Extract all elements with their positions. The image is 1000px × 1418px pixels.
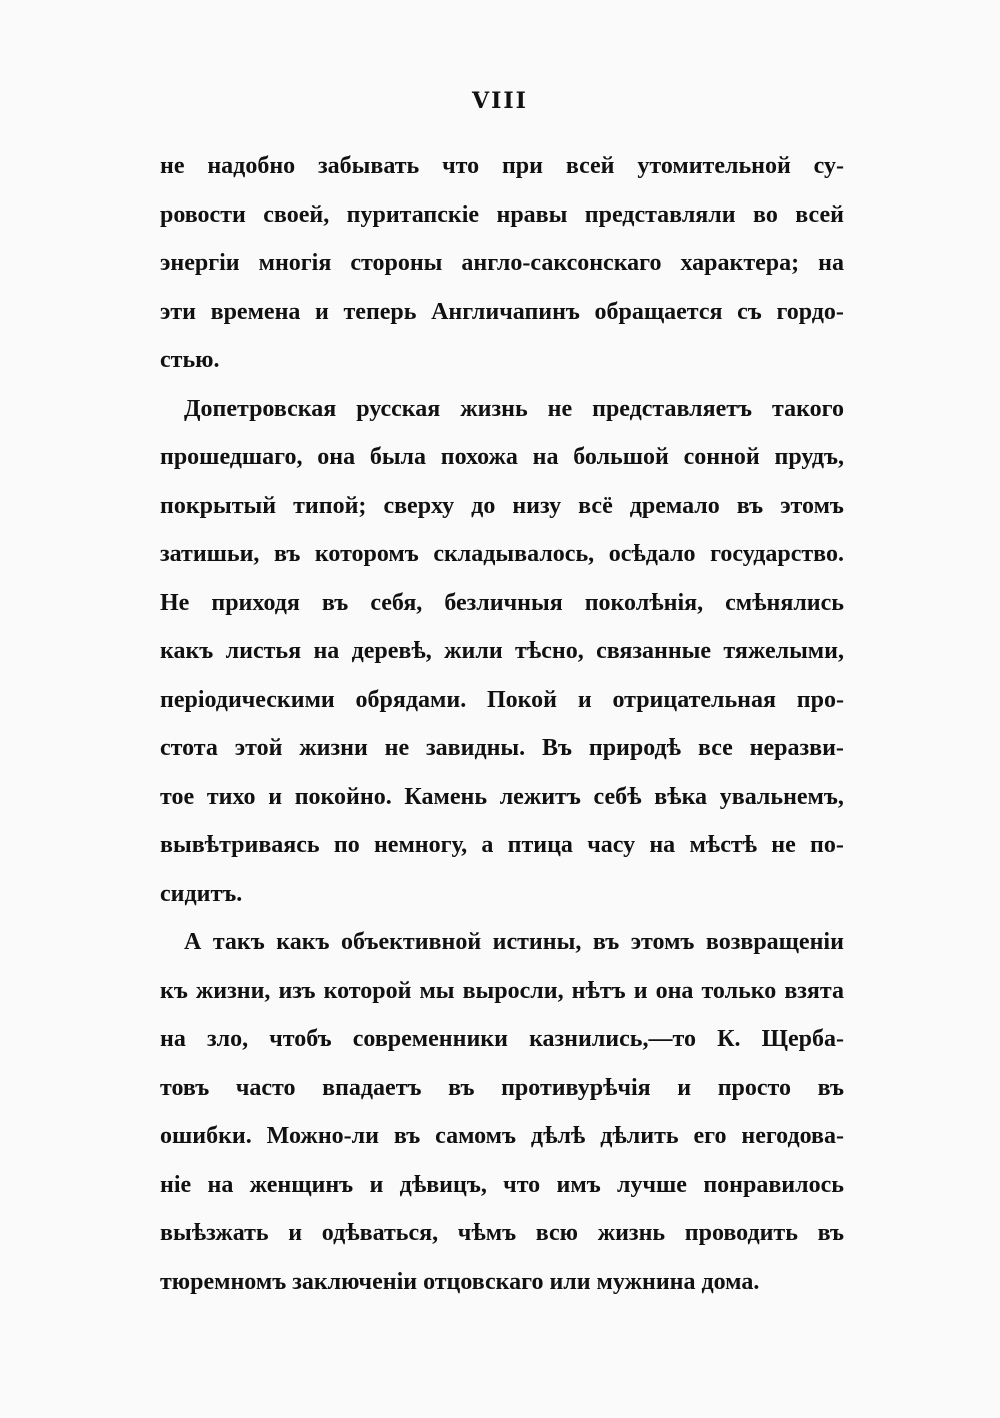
word: представляли [584, 201, 736, 228]
word: чѣмъ [457, 1220, 517, 1246]
word: про- [796, 686, 844, 713]
word: осѣдало [608, 541, 696, 567]
word: покрытый [160, 492, 277, 519]
word: на [818, 250, 844, 276]
word: Англичапинъ [431, 298, 580, 325]
word: объективной [341, 929, 482, 955]
word: мѣстѣ [689, 832, 758, 858]
word: по- [810, 832, 844, 858]
text-line [160, 1161, 844, 1210]
word: отрицательная [612, 686, 776, 713]
word: своей, [263, 201, 330, 228]
word: впадаетъ [322, 1074, 422, 1101]
word: до [471, 492, 496, 519]
word: стота [160, 735, 218, 761]
word: государство. [710, 541, 844, 567]
word: этомъ [630, 929, 695, 955]
text-line [160, 918, 844, 967]
word: дремало [629, 492, 720, 519]
word: характера; [680, 250, 800, 276]
word: времена [210, 298, 301, 325]
word: только [701, 977, 777, 1004]
word: неразви- [749, 735, 844, 761]
word: Не [160, 589, 190, 616]
word: прудъ, [774, 444, 844, 470]
word: въ [817, 1220, 844, 1246]
word: была [369, 444, 427, 470]
word: какъ [276, 929, 330, 955]
word: прошедшаго, [160, 444, 303, 470]
word: и [288, 1220, 303, 1246]
word: выросли, [462, 977, 564, 1004]
word: и [369, 1171, 384, 1198]
word: изъ [278, 977, 316, 1004]
word: при [501, 153, 543, 179]
text-line [160, 385, 844, 434]
word: обрядами. [355, 686, 467, 713]
word: природѣ [588, 735, 682, 761]
word: лежитъ [499, 783, 581, 810]
word: смѣнялись [725, 589, 844, 616]
word: А [184, 929, 202, 955]
word: и [677, 1074, 692, 1101]
word: затишьи, [160, 541, 260, 567]
word: не [160, 153, 185, 179]
word: она [655, 977, 694, 1004]
word: пуритапскіе [346, 201, 480, 228]
word: нѣтъ [571, 977, 626, 1004]
word: русская [356, 395, 441, 422]
word: дѣлѣ [530, 1123, 586, 1149]
word: тяжелыми, [723, 638, 844, 664]
word: просто [717, 1074, 791, 1101]
word: безличныя [444, 589, 563, 616]
word: современники [352, 1026, 508, 1052]
word: въ [393, 1123, 421, 1149]
word: проводить [684, 1220, 798, 1246]
word: самомъ [435, 1123, 516, 1149]
word: покойно. [294, 783, 392, 810]
word: деревѣ, [351, 638, 432, 664]
word: теперь [343, 298, 417, 325]
word: стороны [350, 250, 443, 276]
word: Въ [542, 735, 573, 761]
word: все [697, 735, 733, 761]
word: а [481, 832, 494, 858]
word: тихо [206, 783, 256, 810]
word: энергіи [160, 250, 240, 276]
word: дѣлить [600, 1123, 679, 1149]
word: выѣзжать [160, 1220, 269, 1246]
word: его [693, 1123, 727, 1149]
word: К. [717, 1026, 741, 1052]
word: женщинъ [249, 1171, 354, 1198]
word: этой [234, 735, 283, 761]
word: тѣсно, [515, 638, 584, 664]
text-line [160, 191, 844, 240]
word: этомъ [780, 492, 844, 519]
word: съ [737, 298, 762, 325]
word: похожа [440, 444, 518, 470]
word: Щерба- [761, 1026, 844, 1052]
word: всей [795, 201, 844, 228]
word: сверху [383, 492, 455, 519]
word: вѣка [654, 783, 708, 810]
word: завидны. [426, 735, 526, 761]
text-line: стью. [160, 347, 220, 373]
text-line [160, 1015, 844, 1064]
text-line [160, 627, 844, 676]
word: большой [573, 444, 669, 470]
word: мы [419, 977, 455, 1004]
word: всю [535, 1220, 578, 1246]
word: Камень [404, 783, 488, 810]
word: жизни, [195, 977, 271, 1004]
text-line [160, 821, 844, 870]
text-line [160, 676, 844, 725]
word: забывать [318, 153, 420, 179]
word: себя, [370, 589, 423, 616]
word: въ [273, 541, 301, 567]
text-line [160, 967, 844, 1016]
text-line [160, 773, 844, 822]
word: поколѣнія, [584, 589, 704, 616]
word: она [317, 444, 356, 470]
word: вывѣтриваясь [160, 832, 320, 858]
word: на [532, 444, 559, 470]
word: зло, [206, 1026, 249, 1052]
word: въ [592, 929, 620, 955]
word: Допетровская [184, 395, 337, 422]
word: увальнемъ, [719, 783, 844, 810]
word: дѣвицъ, [399, 1171, 487, 1198]
word: приходя [211, 589, 300, 616]
text-line [160, 142, 844, 191]
word: которой [323, 977, 412, 1004]
word: немногу, [373, 832, 468, 858]
word: эти [160, 298, 196, 325]
word: такъ [212, 929, 265, 955]
word: связанные [596, 638, 712, 664]
word: Можно-ли [266, 1123, 379, 1149]
word: въ [321, 589, 349, 616]
word: англо-саксонскаго [461, 250, 662, 276]
word: типой; [293, 492, 367, 519]
word: часу [587, 832, 636, 858]
text-line: тюремномъ заключеніи отцовскаго или мужнина дома. [160, 1268, 760, 1295]
text-line [160, 482, 844, 531]
word: птица [507, 832, 573, 858]
text-line [160, 288, 844, 337]
word: что [442, 153, 480, 179]
word: не [547, 395, 573, 422]
text-line [160, 530, 844, 579]
word: часто [235, 1074, 296, 1101]
word: тое [160, 783, 195, 810]
text-line: сидитъ. [160, 880, 243, 907]
word: на [207, 1171, 234, 1198]
word: на [649, 832, 676, 858]
word: и [315, 298, 329, 325]
word: возвращеніи [705, 929, 844, 955]
word: на [313, 638, 340, 664]
word: не [384, 735, 410, 761]
word: жили [444, 638, 503, 664]
word: и [633, 977, 648, 1004]
word: лучше [617, 1171, 687, 1198]
word: утомительной [637, 153, 791, 179]
word: казнились,—то [529, 1026, 696, 1052]
word: обращается [594, 298, 723, 325]
word: какъ [160, 638, 214, 664]
text-line [160, 433, 844, 482]
word: всё [578, 492, 613, 519]
word: такого [772, 395, 844, 422]
word: нравы [496, 201, 568, 228]
word: ошибки. [160, 1123, 252, 1149]
word: ніе [160, 1171, 192, 1198]
word: имъ [556, 1171, 601, 1198]
word: всей [565, 153, 615, 179]
word: складывалось, [433, 541, 595, 567]
word: Покой [487, 686, 558, 713]
word: одѣваться, [321, 1220, 439, 1246]
word: ровости [160, 201, 246, 228]
word: жизнь [460, 395, 528, 422]
word: представляетъ [592, 395, 753, 422]
word: къ [160, 977, 188, 1004]
word: и [577, 686, 592, 713]
word: въ [448, 1074, 475, 1101]
text-line [160, 1112, 844, 1161]
word: негодова- [741, 1123, 844, 1149]
word: которомъ [314, 541, 419, 567]
word: су- [813, 153, 844, 179]
page-number: VIII [472, 88, 528, 114]
word: на [160, 1026, 186, 1052]
word: низу [512, 492, 562, 519]
word: не [771, 832, 796, 858]
word: противурѣчія [501, 1074, 651, 1101]
word: надобно [207, 153, 296, 179]
word: понравилось [703, 1171, 844, 1198]
word: истины, [492, 929, 582, 955]
word: что [503, 1171, 541, 1198]
text-line [160, 579, 844, 628]
word: жизни [299, 735, 368, 761]
word: сонной [683, 444, 760, 470]
word: и [268, 783, 283, 810]
word: себѣ [593, 783, 642, 810]
text-line [160, 1064, 844, 1113]
word: товъ [160, 1074, 210, 1101]
word: въ [817, 1074, 844, 1101]
word: многія [258, 250, 332, 276]
word: по [333, 832, 360, 858]
word: взята [784, 977, 844, 1004]
word: во [753, 201, 778, 228]
text-line [160, 1209, 844, 1258]
word: листья [225, 638, 302, 664]
word: періодическими [160, 686, 335, 713]
word: жизнь [597, 1220, 666, 1246]
text-line [160, 239, 844, 288]
body-text [160, 142, 844, 1306]
word: чтобъ [269, 1026, 332, 1052]
word: гордо- [776, 298, 844, 325]
word: въ [736, 492, 764, 519]
text-line [160, 724, 844, 773]
